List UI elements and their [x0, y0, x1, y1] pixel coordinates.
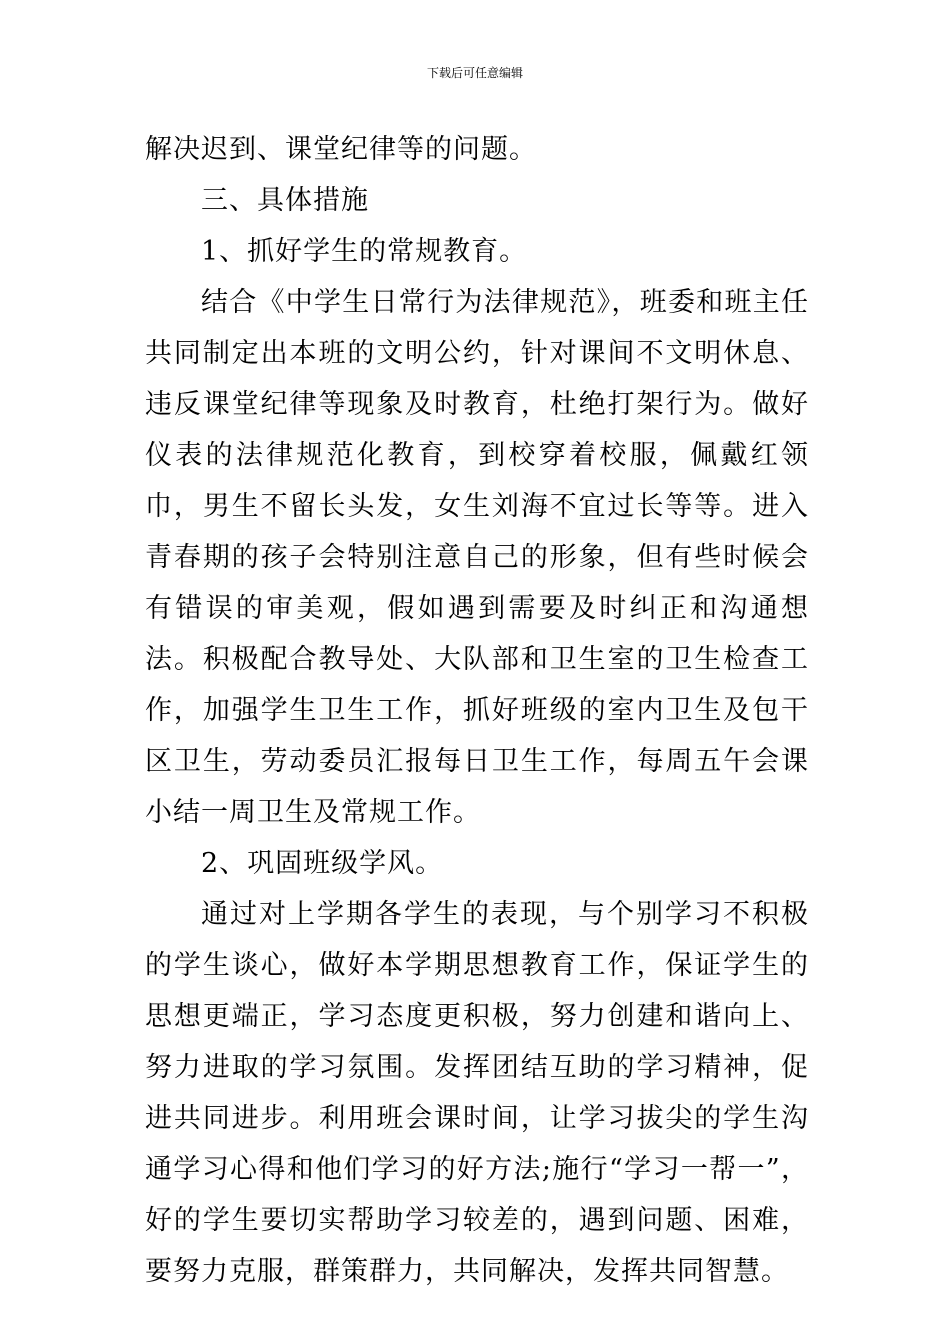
page-header-note: 下载后可任意编辑: [426, 66, 523, 80]
document-body: [145, 124, 809, 1297]
paragraph-study-style: 通过对上学期各学生的表现，与个别学习不积极的学生谈心，做好本学期思想教育工作，保证学生的思想更端正，学习态度更积极，努力创建和谐向上、努力进取的学习氛围。发挥团结互助的学习精神，促进共同进步。利用班会课时间，让学习拔尖的学生沟通学习心得和他们学习的好方法;施行“学习一帮一”，好的学生要切实帮助学习较差的，遇到问题、困难，要努力克服，群策群力，共同解决，发挥共同智慧。: [145, 899, 809, 1287]
section-heading-measures: 三、具体措施: [201, 185, 369, 216]
subheading-study-style: 2、巩固班级学风。: [201, 848, 444, 879]
paragraph-routine-education: 结合《中学生日常行为法律规范》，班委和班主任共同制定出本班的文明公约，针对课间不文明休息、违反课堂纪律等现象及时教育，杜绝打架行为。做好仪表的法律规范化教育，到校穿着校服，佩戴红领巾，男生不留长头发，女生刘海不宜过长等等。进入青春期的孩子会特别注意自己的形象，但有些时候会有错误的审美观，假如遇到需要及时纠正和沟通想法。积极配合教导处、大队部和卫生室的卫生检查工作，加强学生卫生工作，抓好班级的室内卫生及包干区卫生，劳动委员汇报每日卫生工作，每周五午会课小结一周卫生及常规工作。: [145, 287, 809, 828]
subheading-routine-education: 1、抓好学生的常规教育。: [201, 236, 528, 267]
paragraph-1: 解决迟到、课堂纪律等的问题。: [145, 134, 537, 165]
